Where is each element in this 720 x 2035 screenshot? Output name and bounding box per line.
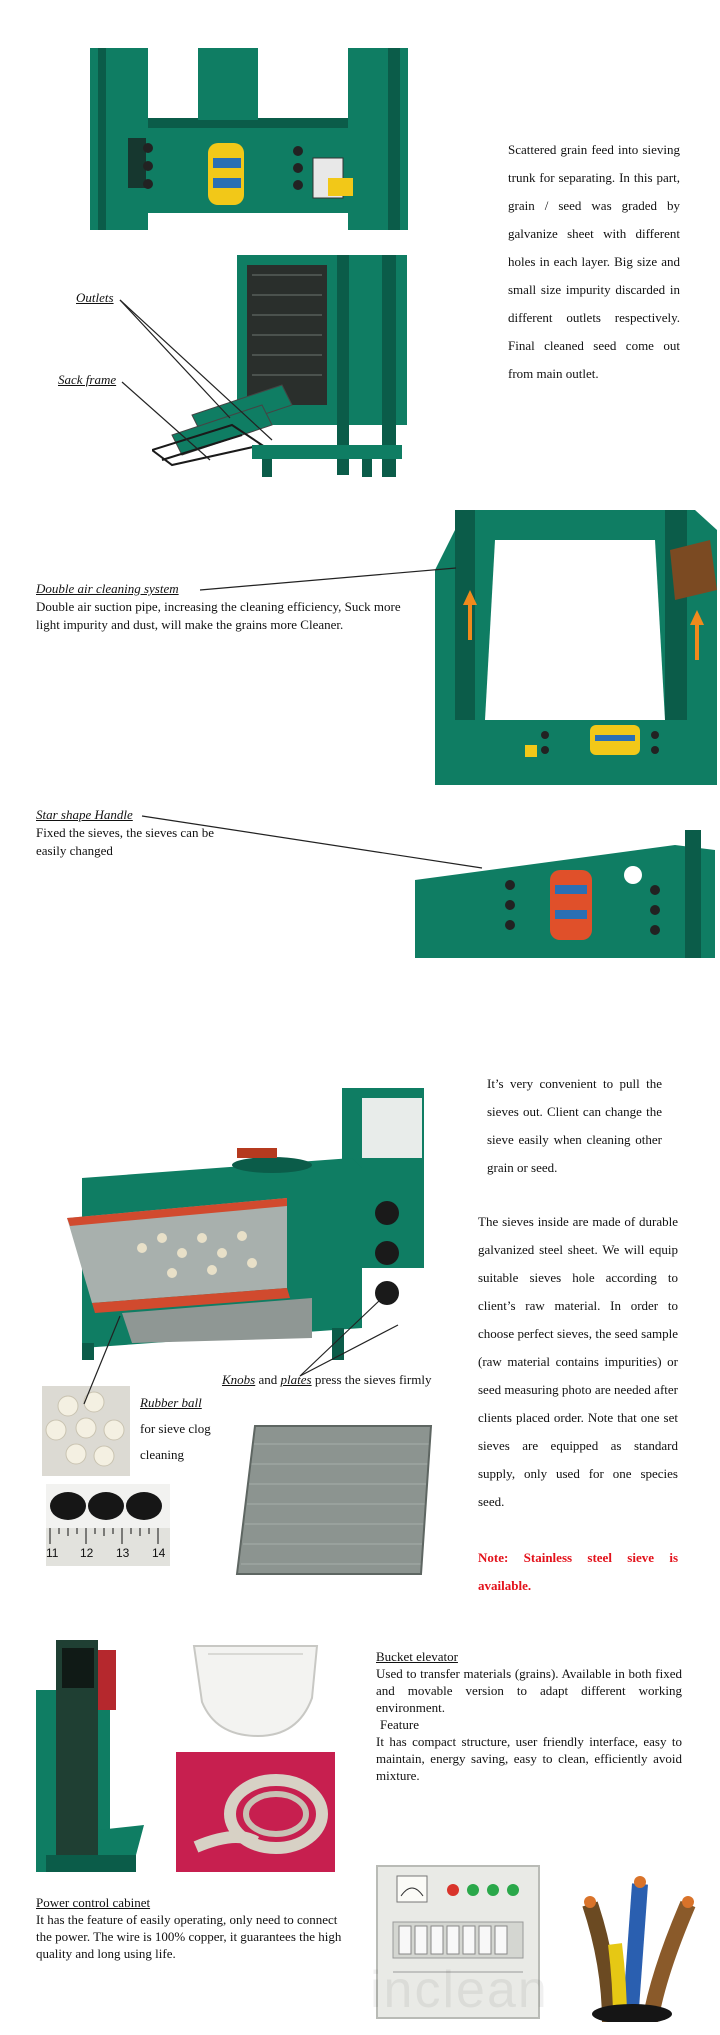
bucket-elevator-text: [376, 1648, 682, 1784]
power-cabinet-text: [36, 1894, 356, 1962]
section3-text: [36, 806, 246, 860]
photo-rubber-balls: [42, 1386, 130, 1476]
photo-outlets-sack-frame: [152, 255, 414, 477]
label-sack-frame: Sack frame: [58, 372, 117, 387]
photo-sieve-plate: [235, 1424, 435, 1579]
rubber-ball-caption: [140, 1390, 230, 1468]
feature-label: Feature: [380, 1717, 419, 1732]
plates-word: plates: [280, 1372, 312, 1387]
label-outlets: Outlets: [76, 290, 114, 305]
power-cabinet-desc: It has the feature of easily operating, only need to connect the power. The wire is 100% copper, it guarantees the high quality and long using life.: [36, 1912, 342, 1961]
photo-star-handle: [415, 830, 715, 958]
photo-sieves-drawer: [62, 1088, 434, 1360]
knobs-word: Knobs: [222, 1372, 256, 1387]
section2-text: [36, 580, 416, 634]
photo-double-air-system: [435, 510, 717, 785]
ruler-tick-12: 12: [80, 1546, 94, 1560]
section3-description: Fixed the sieves, the sieves can be easily changed: [36, 825, 214, 858]
ruler-tick-14: 14: [152, 1546, 166, 1560]
knobs-suffix: press the sieves firmly: [311, 1372, 432, 1387]
rubber-ball-desc: for sieve clog cleaning: [140, 1421, 211, 1462]
photo-elevator-bucket: [188, 1640, 323, 1742]
section1-description: Scattered grain feed into sieving trunk for separating. In this part, grain / seed was graded by galvanize sheet with different holes in each layer. Big size and small size impurity discarded in different outlets respectively. Final cleaned seed come out from main outlet.: [508, 142, 680, 381]
section3-title: Star shape Handle: [36, 807, 133, 822]
section2-title: Double air cleaning system: [36, 581, 179, 596]
feature-desc: It has compact structure, user friendly interface, easy to maintain, energy saving, easy to clean, efficiently avoid mixture.: [376, 1734, 682, 1783]
ruler-tick-11: 11: [46, 1546, 59, 1560]
section4-note: Note: Stainless steel sieve is available.: [478, 1550, 678, 1593]
ruler-tick-13: 13: [116, 1546, 130, 1560]
power-cabinet-title: Power control cabinet: [36, 1895, 151, 1910]
section4-details: The sieves inside are made of durable galvanized steel sheet. We will equip suitable sieves hole according to client’s raw material. In order to choose perfect sieves, the seed sample (raw material contains impurities) or seed measuring photo are needed after clients placed order. Note that one set sieves are equipped as standard supply, only used for one species seed.: [478, 1214, 678, 1509]
section4-intro: It’s very convenient to pull the sieves out. Client can change the sieve easily when cleaning other grain or seed.: [487, 1076, 662, 1175]
photo-rubber-ball-ruler: [46, 1484, 170, 1566]
photo-elevator-belt: [176, 1752, 335, 1872]
knobs-plates-caption: [222, 1372, 431, 1388]
bucket-elevator-title: Bucket elevator: [376, 1649, 458, 1664]
photo-copper-wire: [570, 1864, 712, 2022]
watermark: inclean: [370, 1961, 549, 2019]
photo-bucket-elevator-machine: [36, 1640, 144, 1872]
photo-sieving-trunk: [88, 48, 418, 230]
rubber-ball-title: Rubber ball: [140, 1395, 202, 1410]
and-word: and: [255, 1372, 281, 1387]
bucket-elevator-desc: Used to transfer materials (grains). Available in both fixed and movable version to adapt different working environment.: [376, 1666, 682, 1715]
section2-description: Double air suction pipe, increasing the cleaning efficiency, Suck more light impurity and dust, will make the grains more Cleaner.: [36, 599, 401, 632]
